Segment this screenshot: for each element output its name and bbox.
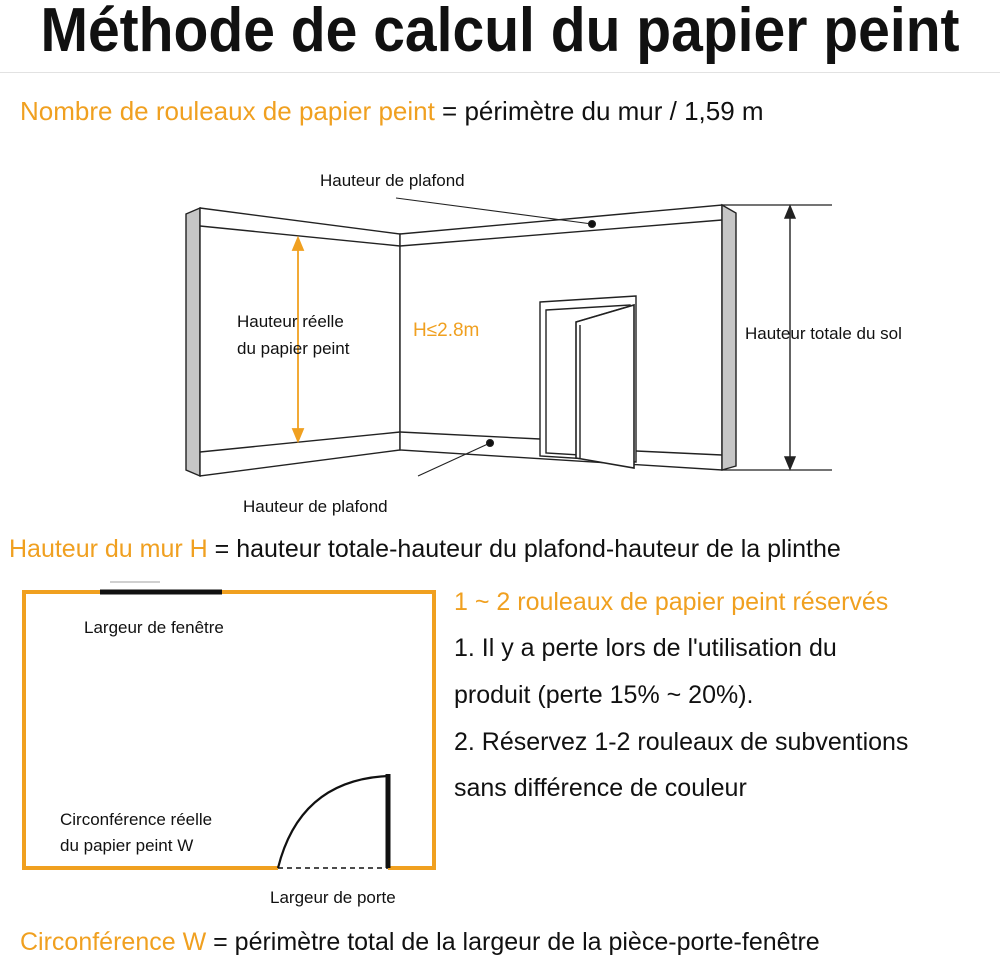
label-h-max: H≤2.8m [413, 320, 480, 341]
page-title: Méthode de calcul du papier peint [40, 0, 960, 65]
formula-height-rest: = hauteur totale-hauteur du plafond-hauteur de la plinthe [207, 535, 841, 563]
formula-circumference [20, 927, 820, 957]
label-window-width: Largeur de fenêtre [84, 618, 224, 637]
notes-line-1: 1. Il y a perte lors de l'utilisation du [454, 634, 837, 662]
formula-circ-highlight: Circonférence W [20, 928, 207, 956]
formula-rolls-highlight: Nombre de rouleaux de papier peint [20, 96, 435, 126]
label-real-height-line1: Hauteur réelle [237, 312, 344, 331]
label-total-height: Hauteur totale du sol [745, 324, 902, 343]
label-circumference-line1: Circonférence réelle [60, 810, 213, 829]
label-real-height-line2: du papier peint [237, 339, 350, 358]
label-circumference-line2: du papier peint W [60, 836, 194, 855]
door-swing-arc [278, 776, 388, 868]
label-ceiling-top: Hauteur de plafond [320, 171, 465, 190]
label-ceiling-bottom: Hauteur de plafond [243, 497, 388, 516]
notes-heading: 1 ~ 2 rouleaux de papier peint réservés [454, 588, 889, 616]
label-door-width: Largeur de porte [270, 888, 396, 907]
formula-rolls-rest: = périmètre du mur / 1,59 m [434, 96, 764, 126]
formula-height-highlight: Hauteur du mur H [9, 535, 208, 563]
notes-line-3: 2. Réservez 1-2 rouleaux de subventions [454, 728, 909, 756]
notes-line-4: sans différence de couleur [454, 774, 747, 802]
formula-circ-rest: = périmètre total de la largeur de la pièce-porte-fenêtre [206, 928, 820, 956]
notes-line-2: produit (perte 15% ~ 20%). [454, 681, 754, 709]
